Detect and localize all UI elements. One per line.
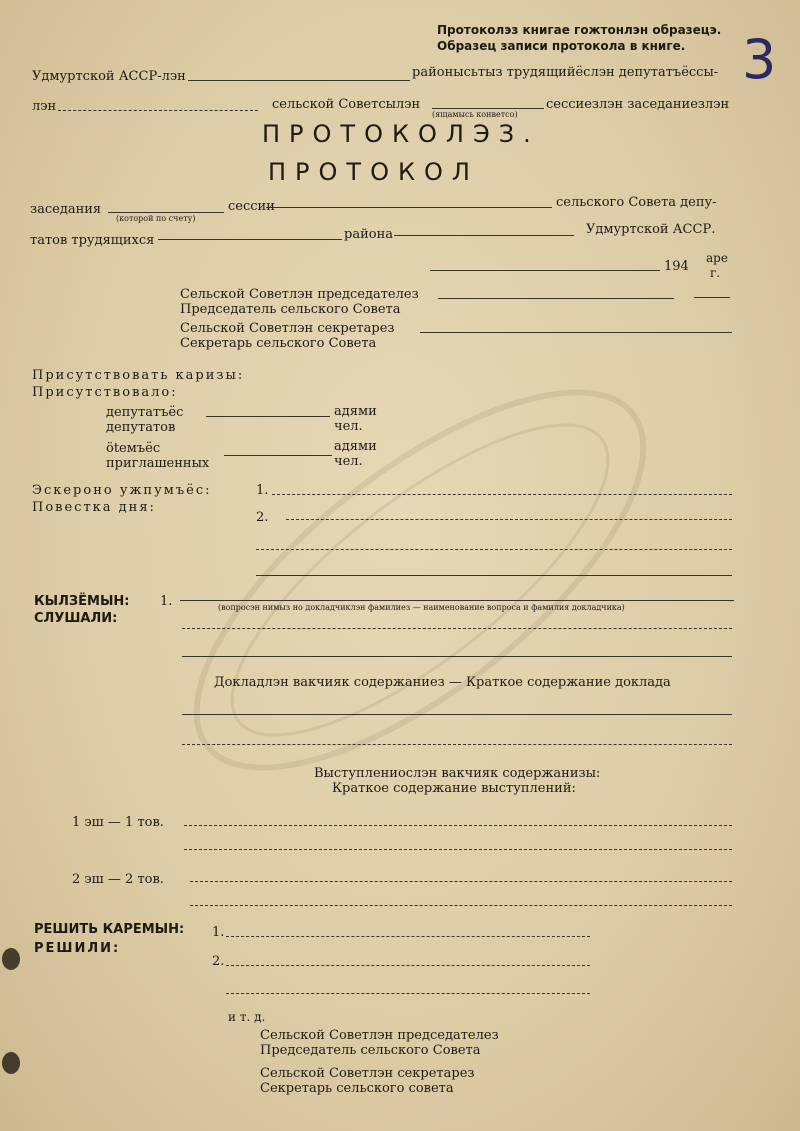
blank-line[interactable] xyxy=(438,298,674,299)
invited-ru: приглашенных xyxy=(106,456,210,471)
decision-ru: РЕШИЛИ: xyxy=(34,941,121,956)
summary-line[interactable] xyxy=(182,744,732,745)
secretary-ru: Секретарь сельского Совета xyxy=(180,336,377,351)
people-ru: чел. xyxy=(334,419,363,434)
blank-line[interactable] xyxy=(108,212,224,213)
deputies-ru: депутатов xyxy=(106,420,176,435)
assr-label: Удмуртской АССР. xyxy=(586,222,716,237)
blank-line[interactable] xyxy=(694,297,730,298)
decision-item2: 2. xyxy=(212,954,225,969)
deputies-udm: депутатъёс xyxy=(106,405,184,420)
decision-line[interactable] xyxy=(226,965,590,966)
agenda-item1: 1. xyxy=(256,483,269,498)
blank-line[interactable] xyxy=(158,239,342,240)
year-suffix-ru: г. xyxy=(710,266,721,280)
decision-item1: 1. xyxy=(212,925,225,940)
session-label: сессиезлэн заседаниезлэн xyxy=(546,97,730,112)
speaker1: 1 эш — 1 тов. xyxy=(72,815,164,830)
agenda-ru: Повестка дня: xyxy=(32,500,156,515)
footer-secretary-udm: Сельской Советлэн секретарез xyxy=(260,1066,475,1081)
agenda-line[interactable] xyxy=(272,494,732,495)
region-label: Удмуртской АССР-лэн xyxy=(32,69,186,84)
summary-line[interactable] xyxy=(182,714,732,715)
agenda-line[interactable] xyxy=(256,549,732,550)
agenda-line[interactable] xyxy=(286,519,732,520)
blank-line[interactable] xyxy=(188,80,410,81)
agenda-udm: Эскероно ужпумъёс: xyxy=(32,483,212,498)
invited-udm: ötемъёс xyxy=(106,441,161,456)
header-note-udm: Протоколэз книгае гожтонлэн образецэ. xyxy=(437,23,722,37)
lan-prefix: лэн xyxy=(32,99,57,114)
page-number: 3 xyxy=(742,28,777,91)
footer-secretary-ru: Секретарь сельского совета xyxy=(260,1081,454,1096)
blank-line[interactable] xyxy=(432,108,544,109)
sessii-label: сессии xyxy=(228,199,275,214)
footer-chair-ru: Председатель сельского Совета xyxy=(260,1043,481,1058)
ordinal-note-intro: (ящамысь конветсо) xyxy=(432,110,518,119)
decision-line[interactable] xyxy=(226,936,590,937)
decision-udm: РЕШИТЬ КАРЕМЫН: xyxy=(34,922,185,937)
speech-line[interactable] xyxy=(184,825,732,826)
present-ru: Присутствовало: xyxy=(32,385,178,400)
heard-note: (вопросэн нимыз но докладчиклэн фамилиез — наименование вопроса и фамилия докладчика) xyxy=(218,603,625,612)
agenda-line[interactable] xyxy=(256,575,732,576)
report-summary-label: Докладлэн вакчияк содержаниез — Краткое содержание доклада xyxy=(214,675,671,690)
blank-line[interactable] xyxy=(266,207,552,208)
heard-line[interactable] xyxy=(182,656,732,657)
heard-udm: КЫЛЗЁМЫН: xyxy=(34,594,130,609)
rayon-label: района xyxy=(344,227,393,242)
people2-ru: чел. xyxy=(334,454,363,469)
ordinal-note: (которой по счету) xyxy=(116,214,196,223)
title-ru: ПРОТОКОЛ xyxy=(268,158,479,186)
chair-ru: Председатель сельского Совета xyxy=(180,302,401,317)
binding-hole xyxy=(2,948,20,970)
village-council-label: сельской Советсылэн xyxy=(272,97,421,112)
district-label: районысьтыз трудящийёслэн депутатъёссы- xyxy=(412,65,719,80)
blank-line[interactable] xyxy=(420,332,732,333)
speaker2: 2 эш — 2 тов. xyxy=(72,872,164,887)
session-word: заседания xyxy=(30,202,102,217)
speeches-udm: Выступлениослэн вакчияк содержанизы: xyxy=(314,766,601,781)
blank-line[interactable] xyxy=(58,110,258,111)
heard-num: 1. xyxy=(160,594,173,609)
blank-line[interactable] xyxy=(394,235,574,236)
decision-line[interactable] xyxy=(226,993,590,994)
agenda-item2: 2. xyxy=(256,510,269,525)
year-suffix-udm: аре xyxy=(706,251,728,265)
heard-line[interactable] xyxy=(180,600,734,601)
title-udm: ПРОТОКОЛЭЗ. xyxy=(262,120,540,148)
deputies-count-line[interactable] xyxy=(206,416,330,417)
speech-line[interactable] xyxy=(184,849,732,850)
people-udm: адями xyxy=(334,404,377,419)
year-label: 194 xyxy=(664,259,689,274)
invited-count-line[interactable] xyxy=(224,455,332,456)
footer-chair-udm: Сельской Советлэн председателез xyxy=(260,1028,499,1043)
workers-label: татов трудящихся xyxy=(30,233,155,248)
speech-line[interactable] xyxy=(190,905,732,906)
chair-udm: Сельской Советлэн председателез xyxy=(180,287,419,302)
present-udm: Присутствовать каризы: xyxy=(32,368,245,383)
heard-line[interactable] xyxy=(182,628,732,629)
binding-hole xyxy=(2,1052,20,1074)
heard-ru: СЛУШАЛИ: xyxy=(34,611,118,626)
secretary-udm: Сельской Советлэн секретарез xyxy=(180,321,395,336)
date-line[interactable] xyxy=(430,270,660,271)
people2-udm: адями xyxy=(334,439,377,454)
council-deputies-label: сельского Совета депу- xyxy=(556,195,717,210)
etc-label: и т. д. xyxy=(228,1010,266,1024)
speech-line[interactable] xyxy=(190,881,732,882)
header-note-ru: Образец записи протокола в книге. xyxy=(437,39,686,53)
speeches-ru: Краткое содержание выступлений: xyxy=(332,781,576,796)
